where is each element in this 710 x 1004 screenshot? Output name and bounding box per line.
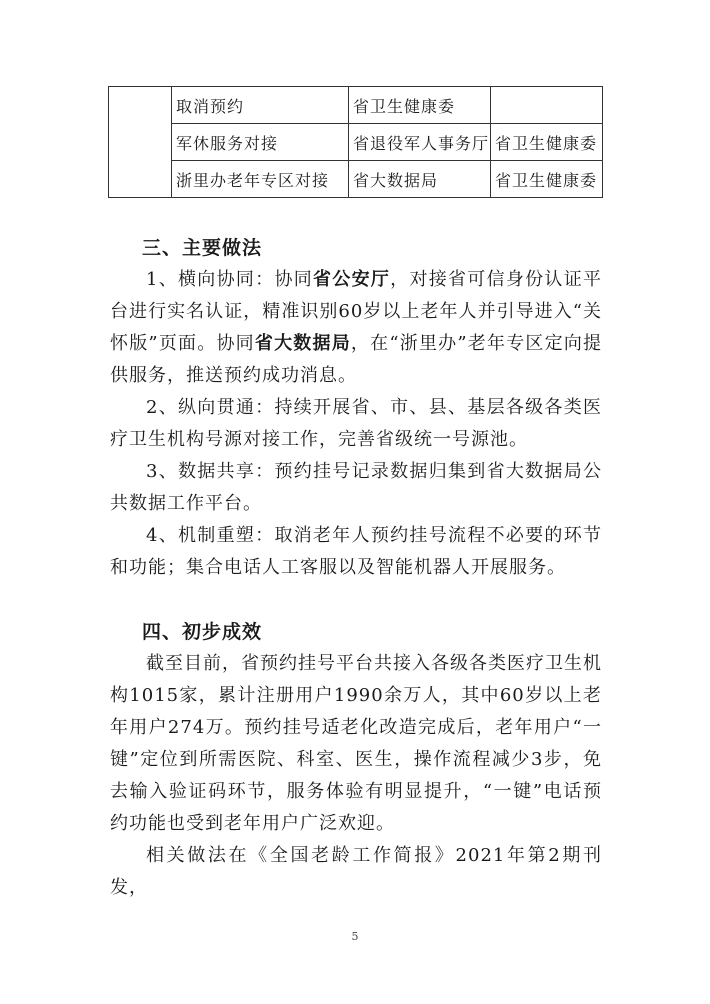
page-number: 5 [351, 930, 359, 943]
paragraph-publication: 相关做法在《全国老龄工作简报》2021年第2期刊发， [110, 845, 602, 898]
paragraph-data-sharing: 3、数据共享：预约挂号记录数据归集到省大数据局公共数据工作平台。 [110, 461, 602, 514]
section-heading: 三、主要做法 [142, 237, 263, 259]
table-cell: 浙里办老年专区对接 [172, 161, 349, 198]
table-cell: 省卫生健康委 [491, 161, 603, 198]
table-cell [491, 87, 603, 124]
table-cell: 省卫生健康委 [349, 87, 491, 124]
bold-agency: 省公安厅 [313, 269, 391, 290]
section-initial-results [110, 616, 602, 904]
table-row [109, 124, 603, 161]
table-cell: 军休服务对接 [172, 124, 349, 161]
text-span: ，对接省可信身份认证平台进行实名认证，精准识别60岁以上老年人并引导进入“关怀版”页面。协同 [110, 269, 603, 354]
paragraph-horizontal-coordination [110, 264, 602, 392]
text-span: ，在“浙里办”老年专区定向提供服务，推送预约成功消息。 [110, 333, 603, 386]
text-span: 1、横向协同：协同 [146, 269, 314, 290]
section-heading: 四、初步成效 [142, 621, 263, 643]
paragraph-results: 截至目前，省预约挂号平台共接入各级各类医疗卫生机构1015家，累计注册用户1990余万人，其中60岁以上老年用户274万。预约挂号适老化改造完成后，老年用户“一键”定位到所需医院、科室、医生，操作流程减少3步，免去输入验证码环节，服务体验有明显提升，“一键”电话预约功能也受到老年用户广泛欢迎。 [110, 653, 602, 834]
section-main-practices [110, 232, 602, 584]
table-cell: 省退役军人事务厅 [349, 124, 491, 161]
table-cell [109, 87, 172, 198]
table-cell: 省大数据局 [349, 161, 491, 198]
table-row [109, 87, 603, 124]
table-cell: 取消预约 [172, 87, 349, 124]
paragraph-vertical-integration: 2、纵向贯通：持续开展省、市、县、基层各级各类医疗卫生机构号源对接工作，完善省级统一号源池。 [110, 397, 602, 450]
paragraph-mechanism-reshaping: 4、机制重塑：取消老年人预约挂号流程不必要的环节和功能；集合电话人工客服以及智能机器人开展服务。 [110, 525, 602, 578]
table-row [109, 161, 603, 198]
service-table [108, 86, 603, 198]
bold-agency: 省大数据局 [254, 333, 351, 354]
table-cell: 省卫生健康委 [491, 124, 603, 161]
